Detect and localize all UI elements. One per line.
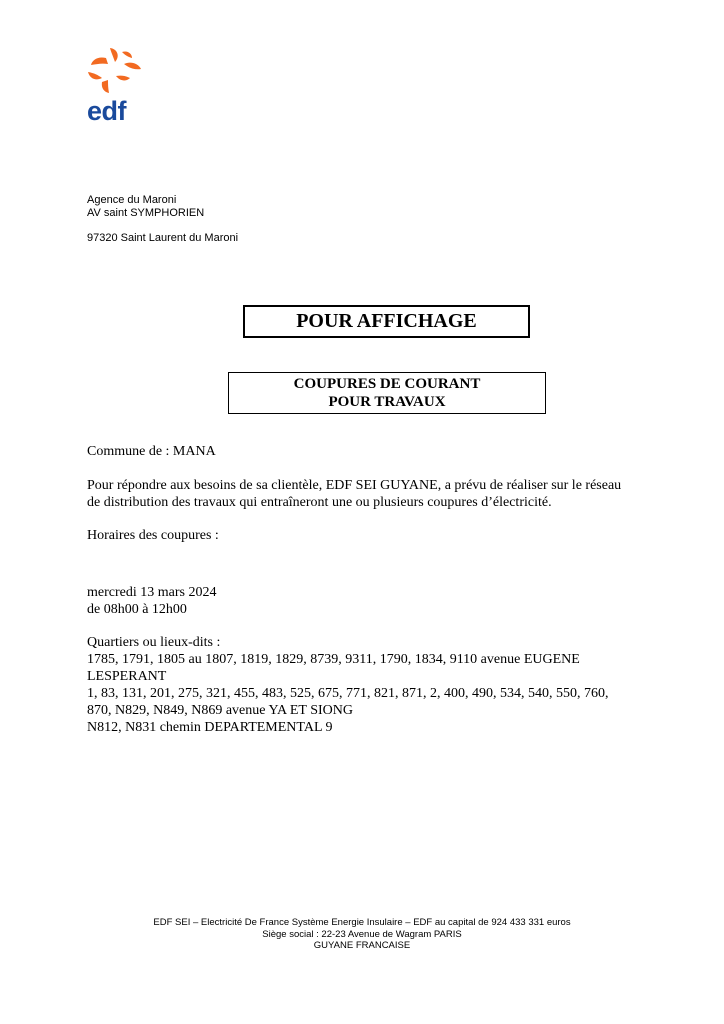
quartiers-line: 1, 83, 131, 201, 275, 321, 455, 483, 525, 675, 771, 821, 871, 2, 400, 490, 534, 540, 550, 760, [87,686,609,701]
quartiers-label: Quartiers ou lieux-dits : [87,635,221,650]
edf-flame-icon [84,46,156,96]
coupures-title-line2: POUR TRAVAUX [328,394,446,410]
agency-street: AV saint SYMPHORIEN [87,207,205,219]
quartiers-line: N812, N831 chemin DEPARTEMENTAL 9 [87,720,333,735]
coupures-title-line1: COUPURES DE COURANT [293,376,481,392]
edf-logo-text: edf [87,96,126,126]
horaires-label: Horaires des coupures : [87,528,219,543]
footer-address-line: Siège social : 22-23 Avenue de Wagram PARIS [262,928,462,940]
quartiers-line: 1785, 1791, 1805 au 1807, 1819, 1829, 8739, 9311, 1790, 1834, 9110 avenue EUGENE [87,652,580,667]
coupures-box [228,372,546,414]
quartiers-line: LESPERANT [87,669,167,684]
footer-company-line: EDF SEI – Electricité De France Système Energie Insulaire – EDF au capital de 924 433 331 euros [153,917,571,928]
agency-name: Agence du Maroni [87,194,177,206]
pour-affichage-title: POUR AFFICHAGE [296,310,477,332]
intro-line-2: de distribution des travaux qui entraîneront une ou plusieurs coupures d’électricité. [87,495,552,510]
notice-body [87,443,647,736]
page-footer [0,917,724,952]
intro-line-1: Pour répondre aux besoins de sa clientèle, EDF SEI GUYANE, a prévu de réaliser sur le réseau [87,478,622,493]
outage-date: mercredi 13 mars 2024 [87,585,217,600]
outage-time: de 08h00 à 12h00 [87,602,187,617]
agency-city: 97320 Saint Laurent du Maroni [87,232,239,244]
quartiers-line: 870, N829, N849, N869 avenue YA ET SIONG [87,703,353,718]
agency-address [87,194,238,245]
pour-affichage-box [243,305,530,338]
footer-region-line: GUYANE FRANCAISE [313,940,411,951]
commune-line: Commune de : MANA [87,444,216,459]
edf-logo [84,46,156,130]
